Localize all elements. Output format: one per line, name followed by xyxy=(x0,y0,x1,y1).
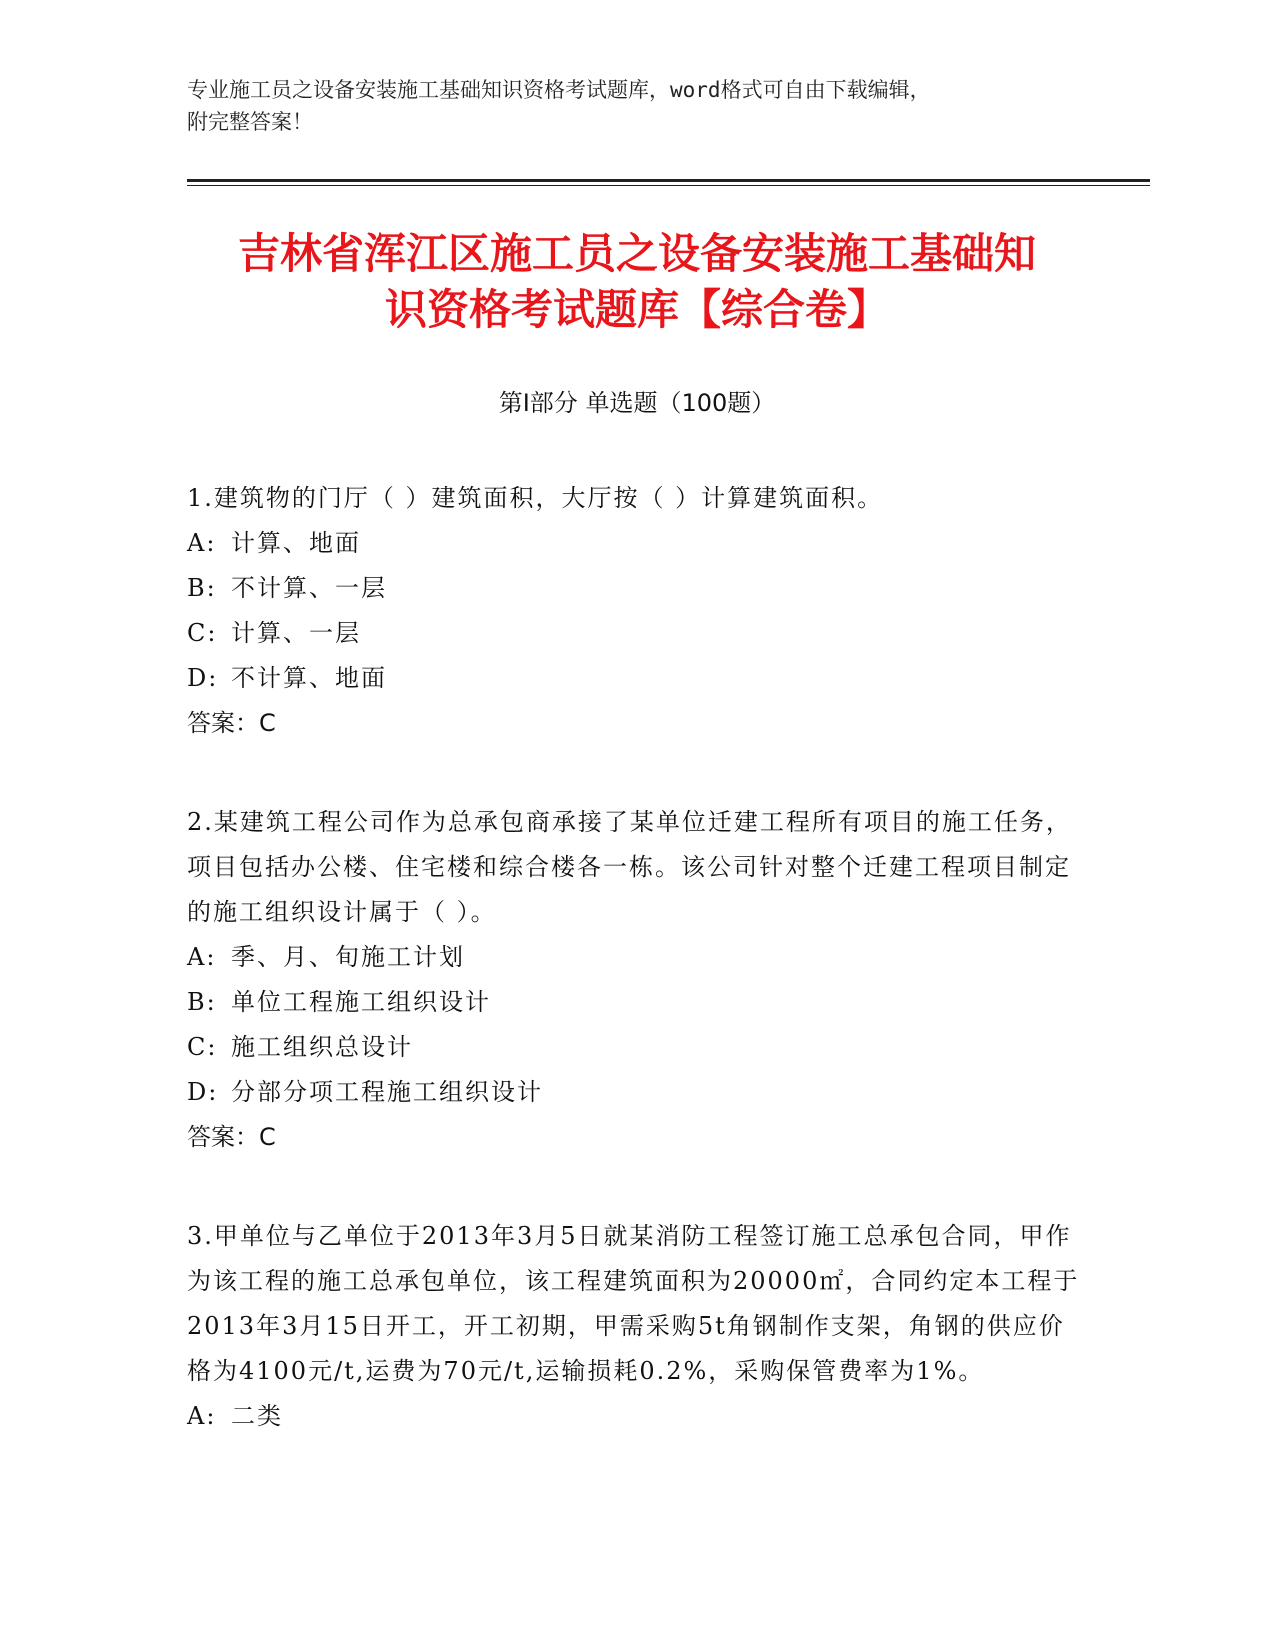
header-note-line: 附完整答案！ xyxy=(187,110,313,134)
option-d xyxy=(187,656,1087,701)
option-d xyxy=(187,1070,1087,1115)
option-letter: A: xyxy=(187,1402,217,1430)
option-letter: A: xyxy=(187,529,217,557)
option-c xyxy=(187,1025,1087,1070)
question-list xyxy=(187,476,1087,1493)
option-text: 施工组织总设计 xyxy=(231,1033,413,1061)
option-text: 不计算、地面 xyxy=(231,664,387,692)
option-letter: C: xyxy=(187,619,218,647)
option-text: 不计算、一层 xyxy=(231,574,387,602)
option-a xyxy=(187,935,1087,980)
question-2 xyxy=(187,800,1087,1160)
header-rule-thick xyxy=(187,179,1150,182)
option-text: 分部分项工程施工组织设计 xyxy=(231,1078,543,1106)
option-letter: D: xyxy=(187,664,219,692)
title-line: 识资格考试题库【综合卷】 xyxy=(384,285,889,334)
option-letter: D: xyxy=(187,1078,219,1106)
option-a xyxy=(187,1394,1087,1439)
option-a xyxy=(187,521,1087,566)
option-text: 计算、地面 xyxy=(231,529,361,557)
question-3 xyxy=(187,1214,1087,1439)
option-b xyxy=(187,566,1087,611)
option-c xyxy=(187,611,1087,656)
option-b xyxy=(187,980,1087,1025)
header-note xyxy=(187,74,1067,138)
document-title xyxy=(187,226,1087,338)
option-text: 季、月、旬施工计划 xyxy=(231,943,465,971)
section-heading: 第Ⅰ部分 单选题（100题） xyxy=(498,389,776,417)
option-letter: C: xyxy=(187,1033,218,1061)
header-rule-thin xyxy=(187,185,1150,186)
option-letter: B: xyxy=(187,988,217,1016)
question-1 xyxy=(187,476,1087,746)
title-line: 吉林省浑江区施工员之设备安装施工基础知 xyxy=(237,229,1036,278)
option-text: 单位工程施工组织设计 xyxy=(231,988,491,1016)
option-text: 计算、一层 xyxy=(231,619,361,647)
answer-line: 答案：C xyxy=(187,709,276,737)
option-text: 二类 xyxy=(231,1402,283,1430)
answer-line: 答案：C xyxy=(187,1123,276,1151)
option-letter: B: xyxy=(187,574,217,602)
question-stem: 3.甲单位与乙单位于2013年3月5日就某消防工程签订施工总承包合同，甲作为该工程的施工总承包单位，该工程建筑面积为20000㎡，合同约定本工程于2013年3月15日开工，开工初期，甲需采购5t角钢制作支架，角钢的供应价格为4100元/t,运费为70元/t,运输损耗0.2%，采购保管费率为1%。 xyxy=(187,1222,1080,1385)
header-note-line: 专业施工员之设备安装施工基础知识资格考试题库，word格式可自由下载编辑， xyxy=(187,78,931,102)
question-stem: 2.某建筑工程公司作为总承包商承接了某单位迁建工程所有项目的施工任务，项目包括办公楼、住宅楼和综合楼各一栋。该公司针对整个迁建工程项目制定的施工组织设计属于（ ）。 xyxy=(187,808,1072,926)
question-stem: 1.建筑物的门厅（ ）建筑面积，大厅按（ ）计算建筑面积。 xyxy=(187,484,884,512)
option-letter: A: xyxy=(187,943,217,971)
